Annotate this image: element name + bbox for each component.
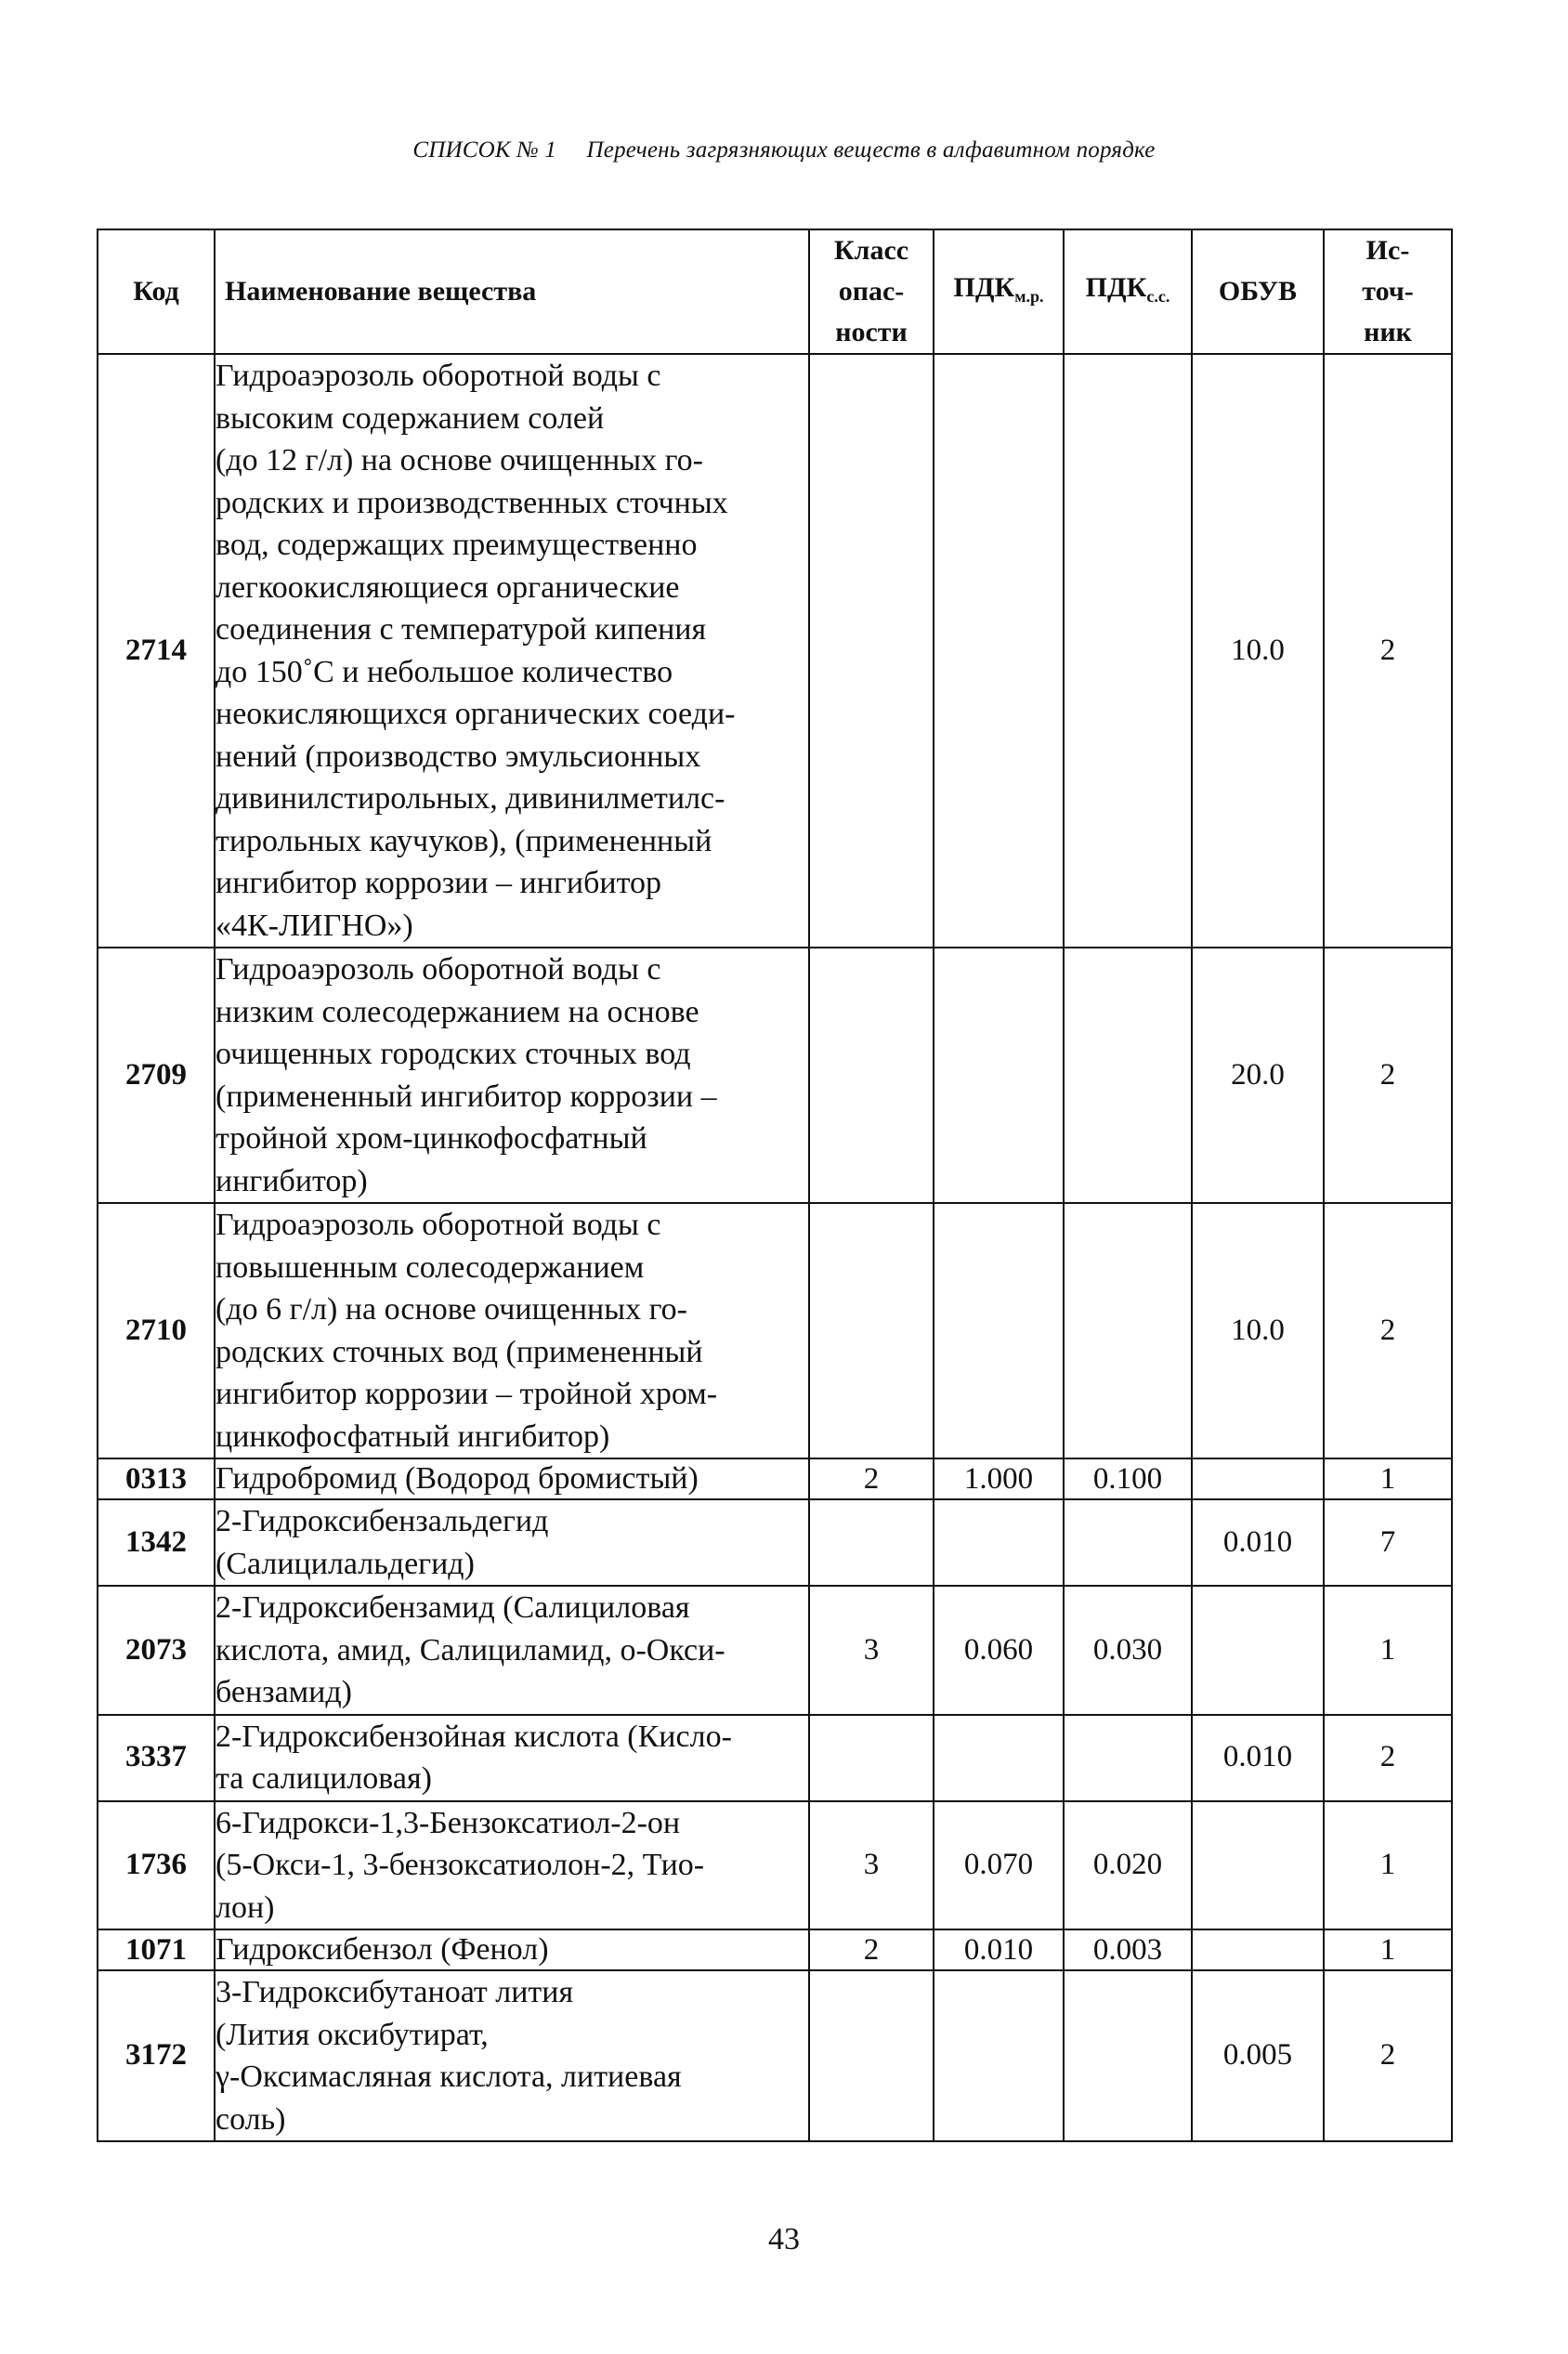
cell-pdk-mr — [934, 948, 1064, 1203]
substance-name-line: до 150˚С и небольшое количество — [216, 654, 673, 689]
cell-source: 7 — [1324, 1499, 1452, 1586]
substance-name-line: 2-Гидроксибензальдегид — [216, 1504, 549, 1538]
cell-pdk-ss — [1064, 354, 1192, 948]
substance-name-line: ингибитор) — [216, 1163, 368, 1198]
cell-source: 1 — [1324, 1929, 1452, 1970]
cell-obuv — [1192, 1458, 1324, 1499]
cell-source: 1 — [1324, 1586, 1452, 1715]
cell-pdk-mr: 1.000 — [934, 1458, 1064, 1499]
table-row — [98, 1458, 1452, 1499]
cell-source: 2 — [1324, 1970, 1452, 2141]
cell-obuv: 20.0 — [1192, 948, 1324, 1203]
substance-name-line: тирольных каучуков), (примененный — [216, 823, 712, 858]
cell-pdk-ss: 0.020 — [1064, 1801, 1192, 1930]
substance-name-line: Гидроксибензол (Фенол) — [216, 1932, 549, 1967]
cell-pdk-mr — [934, 354, 1064, 948]
substance-name-line: 6-Гидрокси-1,3-Бензоксатиол-2-он — [216, 1805, 681, 1840]
cell-hazard-class: 2 — [809, 1929, 934, 1970]
cell-code: 2073 — [98, 1586, 215, 1715]
substance-name-line: (до 12 г/л) на основе очищенных го- — [216, 443, 704, 477]
cell-pdk-mr: 0.070 — [934, 1801, 1064, 1930]
substance-name-line: ингибитор коррозии – тройной хром- — [216, 1377, 718, 1411]
cell-pdk-ss: 0.030 — [1064, 1586, 1192, 1715]
substance-name-line: Гидроаэрозоль оборотной воды с — [216, 1208, 661, 1242]
table-row — [98, 1801, 1452, 1930]
substance-name-line: Гидробромид (Водород бромистый) — [216, 1461, 699, 1496]
table-row — [98, 1970, 1452, 2141]
cell-hazard-class: 3 — [809, 1801, 934, 1930]
cell-pdk-ss — [1064, 1499, 1192, 1586]
substance-name-line: нений (производство эмульсионных — [216, 739, 701, 774]
substance-name-line: высоким содержанием солей — [216, 400, 605, 436]
substance-name-line: (5-Окси-1, 3-бензоксатиолон-2, Тио- — [216, 1848, 705, 1882]
cell-hazard-class — [809, 1715, 934, 1801]
table-row — [98, 1929, 1452, 1970]
cell-pdk-mr — [934, 1499, 1064, 1586]
cell-obuv — [1192, 1586, 1324, 1715]
substance-name-line: дивинилстирольных, дивинилметилс- — [216, 781, 725, 816]
cell-obuv — [1192, 1929, 1324, 1970]
substance-name-line: очищенных городских сточных вод — [216, 1037, 691, 1071]
cell-code: 3337 — [98, 1715, 215, 1801]
cell-pdk-mr: 0.060 — [934, 1586, 1064, 1715]
substance-name-line: (примененный ингибитор коррозии – — [216, 1079, 717, 1114]
substance-name-line: (Лития оксибутират, — [216, 2017, 489, 2052]
cell-source: 2 — [1324, 1715, 1452, 1801]
substance-name-line: бензамид) — [216, 1675, 352, 1709]
cell-substance-name — [215, 1929, 809, 1970]
cell-hazard-class: 3 — [809, 1586, 934, 1715]
substance-name-line: Гидроаэрозоль оборотной воды с — [216, 359, 661, 393]
cell-pdk-mr — [934, 1970, 1064, 2141]
cell-code: 1071 — [98, 1929, 215, 1970]
cell-substance-name — [215, 1801, 809, 1930]
cell-obuv: 0.010 — [1192, 1715, 1324, 1801]
substance-name-line: Гидроаэрозоль оборотной воды с — [216, 952, 661, 987]
list-title: Перечень загрязняющих веществ в алфавитном порядке — [586, 137, 1156, 163]
cell-obuv: 0.010 — [1192, 1499, 1324, 1586]
table-row — [98, 1586, 1452, 1715]
cell-source: 1 — [1324, 1801, 1452, 1930]
substance-name-line: тройной хром-цинкофосфатный — [216, 1121, 647, 1156]
col-header-pdk-mr: $ПДК_{м.р.}$ — [934, 229, 1064, 354]
cell-code: 0313 — [98, 1458, 215, 1499]
cell-substance-name — [215, 948, 809, 1203]
substance-name-line: 2-Гидроксибензамид (Салициловая — [216, 1590, 690, 1625]
cell-obuv: 0.005 — [1192, 1970, 1324, 2141]
cell-code: 2709 — [98, 948, 215, 1203]
substance-name-line: лон) — [216, 1890, 275, 1925]
cell-obuv — [1192, 1801, 1324, 1930]
col-header-hazard: Класс опас- ности — [809, 229, 934, 354]
cell-hazard-class — [809, 354, 934, 948]
cell-pdk-mr — [934, 1203, 1064, 1458]
substance-name-line: кислота, амид, Салициламид, о-Окси- — [216, 1632, 725, 1667]
substance-name-line: легкоокисляющиеся органические — [216, 569, 680, 605]
table-row — [98, 1715, 1452, 1801]
cell-hazard-class — [809, 1970, 934, 2141]
cell-substance-name — [215, 1970, 809, 2141]
cell-substance-name — [215, 354, 809, 948]
cell-hazard-class — [809, 1203, 934, 1458]
substance-name-line: низким солесодержанием на основе — [216, 994, 699, 1029]
cell-source: 2 — [1324, 1203, 1452, 1458]
cell-source: 2 — [1324, 948, 1452, 1203]
page-title — [0, 137, 1568, 163]
table-body — [98, 354, 1452, 2141]
cell-pdk-mr — [934, 1715, 1064, 1801]
col-header-source: Ис- точ- ник — [1324, 229, 1452, 354]
cell-pdk-ss — [1064, 1203, 1192, 1458]
substance-name-line: неокисляющихся органических соеди- — [216, 697, 736, 731]
col-header-obuv: ОБУВ — [1192, 229, 1324, 354]
cell-code: 2714 — [98, 354, 215, 948]
cell-substance-name — [215, 1586, 809, 1715]
substance-name-line: та салициловая) — [216, 1761, 432, 1796]
cell-code: 2710 — [98, 1203, 215, 1458]
table-row — [98, 1203, 1452, 1458]
cell-substance-name — [215, 1715, 809, 1801]
substance-name-line: родских сточных вод (примененный — [216, 1334, 703, 1369]
substance-name-line: «4К-ЛИГНО») — [216, 908, 413, 943]
cell-source: 2 — [1324, 354, 1452, 948]
cell-code: 1342 — [98, 1499, 215, 1586]
cell-hazard-class — [809, 1499, 934, 1586]
substance-name-line: цинкофосфатный ингибитор) — [216, 1419, 610, 1454]
col-header-name: Наименование вещества — [215, 229, 809, 354]
substance-name-line: вод, содержащих преимущественно — [216, 528, 698, 562]
cell-obuv: 10.0 — [1192, 1203, 1324, 1458]
cell-hazard-class — [809, 948, 934, 1203]
cell-code: 1736 — [98, 1801, 215, 1930]
col-header-code: Код — [98, 229, 215, 354]
table-row — [98, 1499, 1452, 1586]
substance-name-line: ингибитор коррозии – ингибитор — [216, 866, 661, 900]
cell-pdk-ss: 0.100 — [1064, 1458, 1192, 1499]
substance-name-line: (Салицилальдегид) — [216, 1546, 475, 1581]
cell-hazard-class: 2 — [809, 1458, 934, 1499]
cell-pdk-mr: 0.010 — [934, 1929, 1064, 1970]
cell-substance-name — [215, 1458, 809, 1499]
substances-table — [97, 229, 1453, 2142]
col-header-pdk-ss: $ПДК_{с.с.}$ — [1064, 229, 1192, 354]
cell-code: 3172 — [98, 1970, 215, 2141]
page-number: 43 — [768, 2222, 800, 2256]
table-header-row — [98, 229, 1452, 354]
substance-name-line: соль) — [216, 2101, 286, 2137]
substance-name-line: повышенным солесодержанием — [216, 1249, 645, 1285]
cell-substance-name — [215, 1203, 809, 1458]
cell-pdk-ss: 0.003 — [1064, 1929, 1192, 1970]
substance-name-line: γ-Оксимасляная кислота, литиевая — [216, 2060, 682, 2094]
cell-pdk-ss — [1064, 948, 1192, 1203]
substance-name-line: родских и производственных сточных — [216, 485, 728, 520]
table-row — [98, 354, 1452, 948]
cell-substance-name — [215, 1499, 809, 1586]
substance-name-line: соединения с температурой кипения — [216, 612, 707, 647]
table-row — [98, 948, 1452, 1203]
list-number: СПИСОК № 1 — [412, 137, 557, 163]
substance-name-line: (до 6 г/л) на основе очищенных го- — [216, 1292, 688, 1327]
substance-name-line: 3-Гидроксибутаноат лития — [216, 1975, 574, 2009]
cell-pdk-ss — [1064, 1715, 1192, 1801]
cell-source: 1 — [1324, 1458, 1452, 1499]
cell-obuv: 10.0 — [1192, 354, 1324, 948]
cell-pdk-ss — [1064, 1970, 1192, 2141]
substance-name-line: 2-Гидроксибензойная кислота (Кисло- — [216, 1719, 732, 1754]
